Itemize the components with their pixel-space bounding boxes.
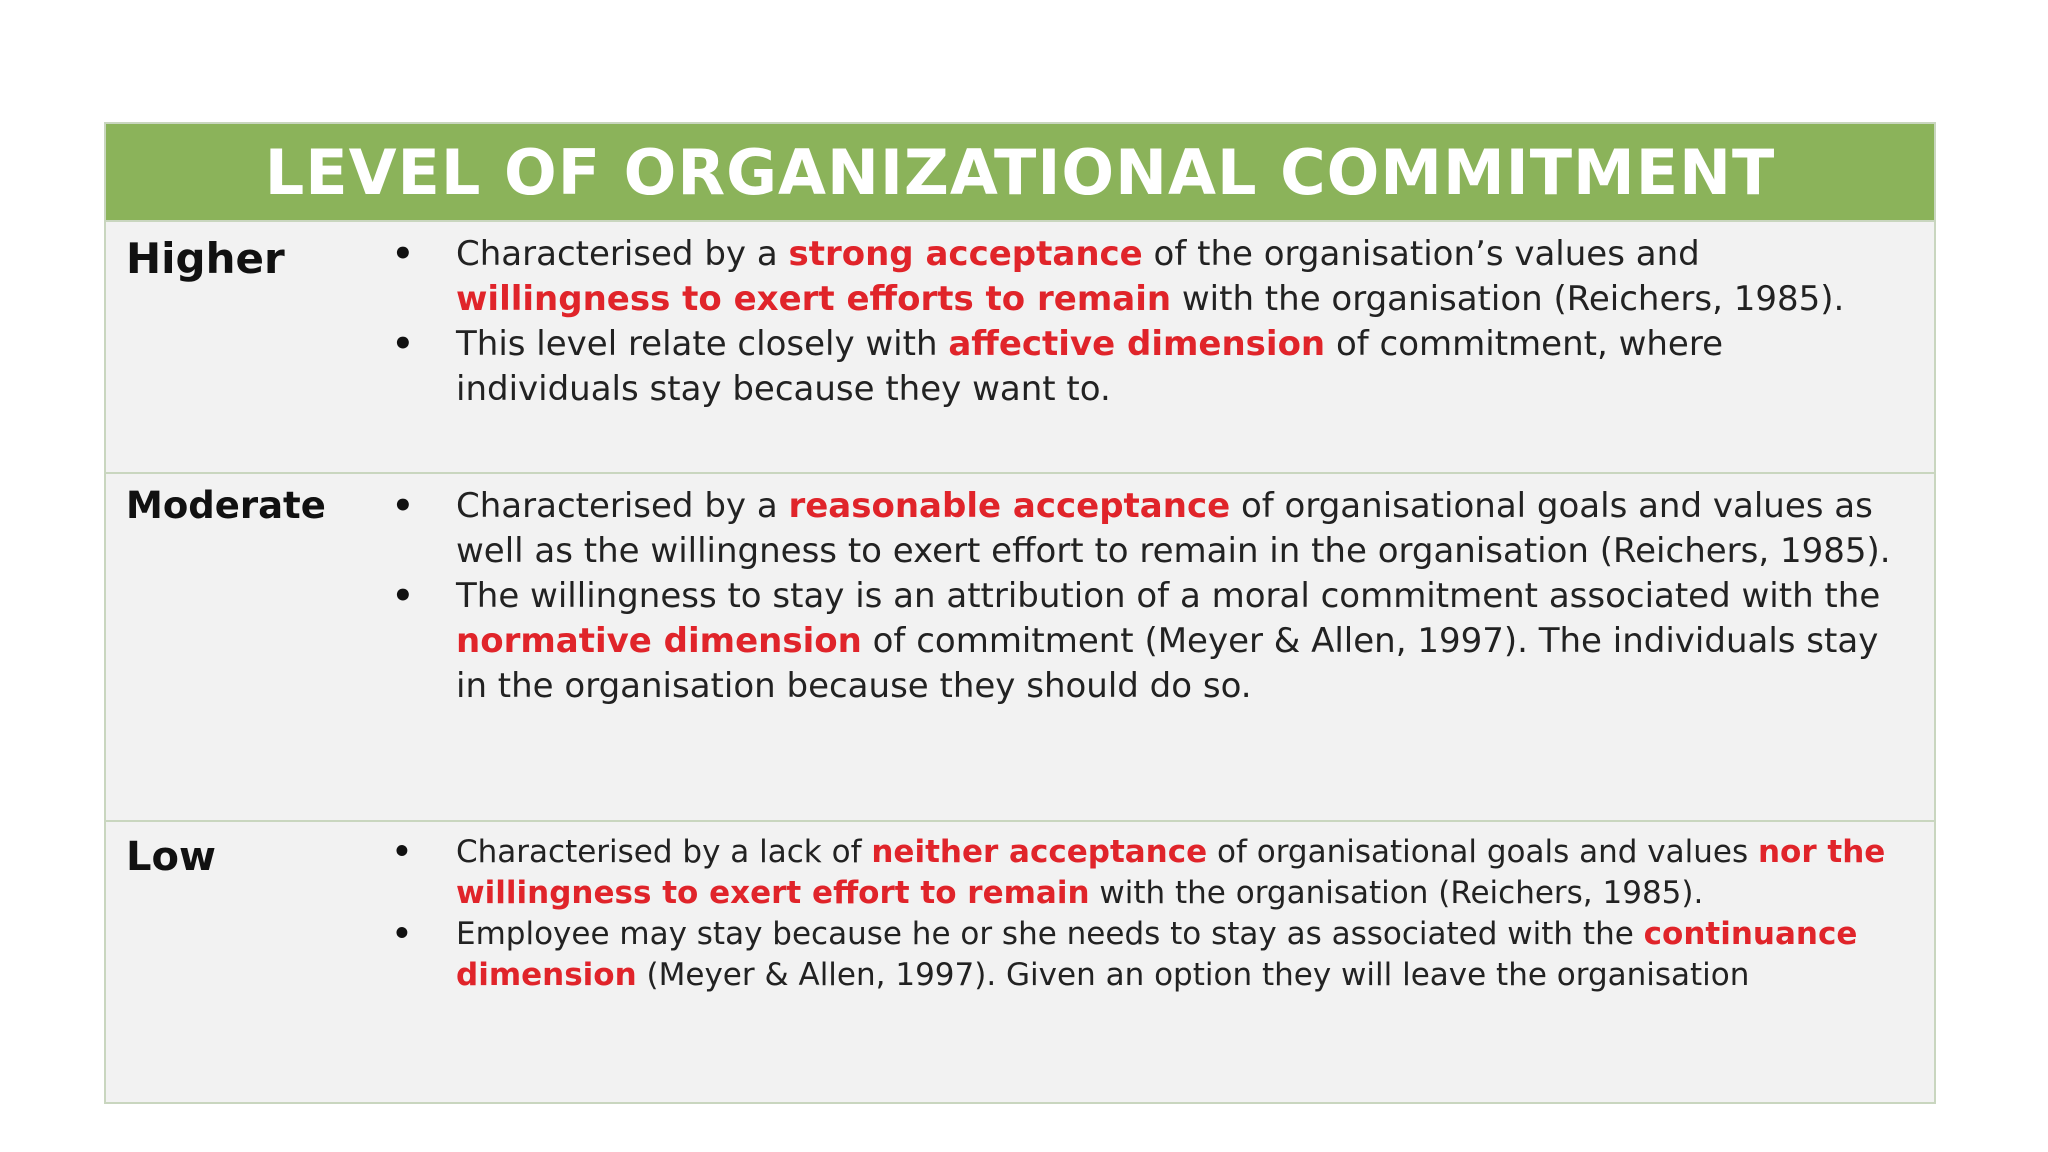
bullet-text: Characterised by a	[456, 234, 789, 274]
level-label-higher: Higher	[126, 234, 285, 283]
bullet-text: with the organisation (Reichers, 1985).	[1171, 279, 1845, 319]
level-label-low: Low	[126, 834, 216, 880]
bullet-list-moderate	[390, 474, 1934, 820]
bullet-text: Characterised by a lack of	[456, 834, 872, 870]
bullet-icon: •	[392, 834, 412, 870]
bullet-icon: •	[392, 324, 414, 364]
highlight-text: strong acceptance	[788, 234, 1143, 274]
level-row-low	[106, 820, 1934, 1102]
highlight-text: nor the willingness to exert effort to remain	[456, 834, 1886, 911]
commitment-table	[104, 122, 1936, 1104]
bullet-item	[390, 574, 1934, 709]
highlight-text: affective dimension	[948, 324, 1326, 364]
bullet-icon: •	[392, 576, 414, 616]
bullet-item	[390, 484, 1934, 574]
highlight-text: willingness to exert efforts to remain	[456, 279, 1172, 319]
bullet-icon: •	[392, 916, 412, 952]
bullet-text: of organisational goals and values as well as the willingness to exert effort to remain in the organisation (Reichers, 1985).	[456, 486, 1891, 571]
bullet-list-low	[390, 822, 1934, 1102]
bullet-text: of commitment, where individuals stay because they want to.	[456, 324, 1723, 409]
highlight-text: continuance dimension	[456, 916, 1858, 993]
bullet-text: This level relate closely with	[456, 324, 949, 364]
bullet-icon: •	[392, 234, 414, 274]
bullet-text: (Meyer & Allen, 1997). Given an option they will leave the organisation	[636, 957, 1750, 993]
bullet-text: Characterised by a	[456, 486, 789, 526]
highlight-text: neither acceptance	[871, 834, 1208, 870]
bullet-list-higher	[390, 222, 1934, 472]
bullet-item	[390, 322, 1934, 412]
table-header	[106, 124, 1934, 220]
table-title: LEVEL OF ORGANIZATIONAL COMMITMENT	[264, 135, 1776, 209]
bullet-text: of commitment (Meyer & Allen, 1997). The individuals stay in the organisation because they should do so.	[456, 621, 1879, 706]
bullet-item	[390, 232, 1934, 322]
bullet-icon: •	[392, 486, 414, 526]
bullet-item	[390, 914, 1934, 996]
level-label-moderate: Moderate	[126, 484, 326, 527]
bullet-text: The willingness to stay is an attribution of a moral commitment associated with the	[456, 576, 1881, 616]
highlight-text: normative dimension	[456, 621, 862, 661]
bullet-text: of organisational goals and values	[1207, 834, 1758, 870]
highlight-text: reasonable acceptance	[788, 486, 1231, 526]
level-row-moderate	[106, 472, 1934, 820]
bullet-text: Employee may stay because he or she needs to stay as associated with the	[456, 916, 1644, 952]
bullet-text: of the organisation’s values and	[1142, 234, 1700, 274]
bullet-text: with the organisation (Reichers, 1985).	[1089, 875, 1704, 911]
level-row-higher	[106, 220, 1934, 472]
bullet-item	[390, 832, 1934, 914]
